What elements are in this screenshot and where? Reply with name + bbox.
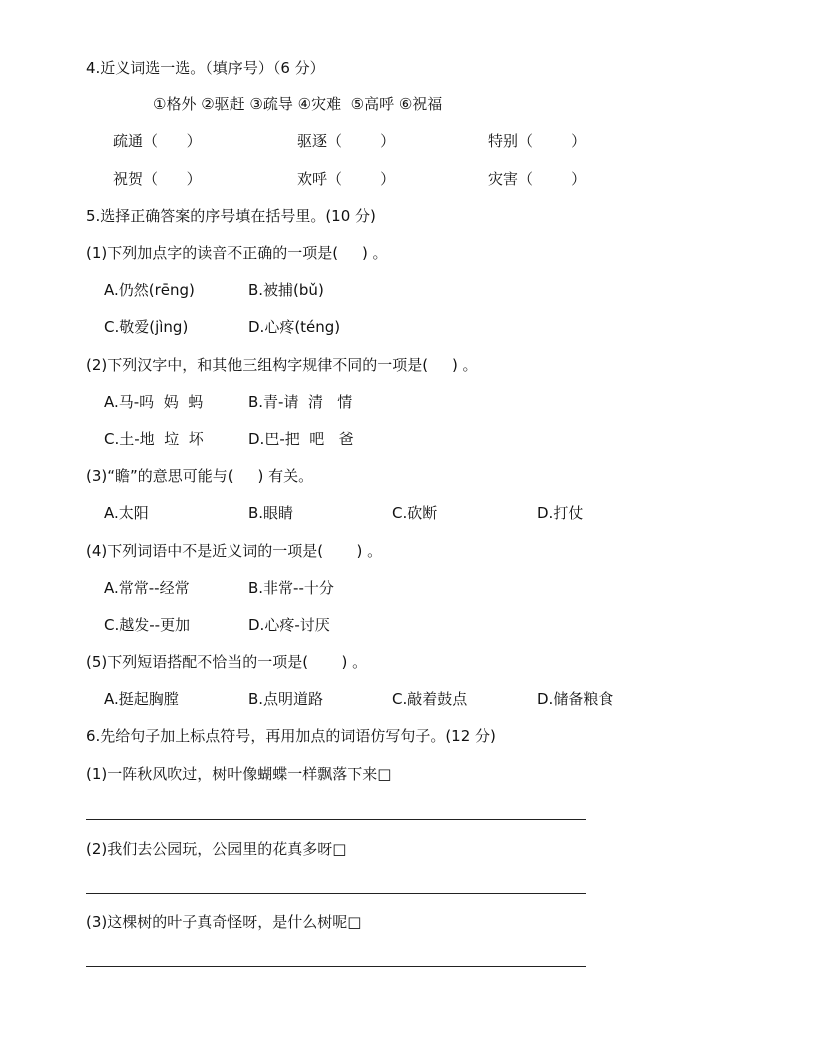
q5-1-choice-a[interactable]: A.仍然(rēng)	[104, 281, 195, 299]
q5-1-choice-c[interactable]: C.敬爱(jìng)	[104, 318, 189, 336]
q5-5-choice-b[interactable]: B.点明道路	[248, 690, 324, 708]
q5-1-choice-d[interactable]: D.心疼(téng)	[248, 318, 341, 336]
q4-blank-4[interactable]: 祝贺（ ）	[113, 170, 202, 188]
q4-blank-1[interactable]: 疏通（ ）	[113, 132, 202, 150]
q6-sentence-2: (2)我们去公园玩，公园里的花真多呀□	[86, 840, 347, 858]
q5-5-stem: (5)下列短语搭配不恰当的一项是( ) 。	[86, 653, 368, 671]
q5-4-choice-c[interactable]: C.越发--更加	[104, 616, 191, 634]
q5-3-choice-c[interactable]: C.砍断	[392, 504, 438, 522]
answer-line-1[interactable]	[86, 819, 586, 820]
q5-4-stem: (4)下列词语中不是近义词的一项是( ) 。	[86, 542, 383, 560]
q5-2-stem: (2)下列汉字中，和其他三组构字规律不同的一项是( ) 。	[86, 356, 478, 374]
q5-4-choice-d[interactable]: D.心疼-讨厌	[248, 616, 330, 634]
q5-2-choice-d[interactable]: D.巴-把 吧 爸	[248, 430, 354, 448]
q5-3-choice-d[interactable]: D.打仗	[537, 504, 584, 522]
q4-blank-3[interactable]: 特别（ ）	[488, 132, 587, 150]
q6-heading: 6.先给句子加上标点符号，再用加点的词语仿写句子。(12 分)	[86, 727, 496, 745]
q5-5-choice-c[interactable]: C.敲着鼓点	[392, 690, 468, 708]
q4-options: ①格外 ②驱赶 ③疏导 ④灾难 ⑤高呼 ⑥祝福	[153, 95, 443, 113]
q5-3-choice-a[interactable]: A.太阳	[104, 504, 149, 522]
q4-blank-5[interactable]: 欢呼（ ）	[297, 170, 396, 188]
q5-2-choice-b[interactable]: B.青-请 清 情	[248, 393, 353, 411]
q6-sentence-1: (1)一阵秋风吹过，树叶像蝴蝶一样飘落下来□	[86, 765, 392, 783]
q4-blank-2[interactable]: 驱逐（ ）	[297, 132, 396, 150]
q5-1-choice-b[interactable]: B.被捕(bǔ)	[248, 281, 324, 299]
q5-5-choice-a[interactable]: A.挺起胸膛	[104, 690, 179, 708]
q6-sentence-3: (3)这棵树的叶子真奇怪呀，是什么树呢□	[86, 913, 362, 931]
q5-heading: 5.选择正确答案的序号填在括号里。(10 分)	[86, 207, 376, 225]
q5-5-choice-d[interactable]: D.储备粮食	[537, 690, 614, 708]
q4-heading: 4.近义词选一选。（填序号）（6 分）	[86, 59, 325, 77]
q5-3-choice-b[interactable]: B.眼睛	[248, 504, 294, 522]
q4-blank-6[interactable]: 灾害（ ）	[488, 170, 587, 188]
q5-4-choice-b[interactable]: B.非常--十分	[248, 579, 334, 597]
q5-1-stem: (1)下列加点字的读音不正确的一项是( ) 。	[86, 244, 388, 262]
answer-line-2[interactable]	[86, 893, 586, 894]
q5-4-choice-a[interactable]: A.常常--经常	[104, 579, 190, 597]
q5-3-stem: (3)“瞻”的意思可能与( ) 有关。	[86, 467, 314, 485]
q5-2-choice-a[interactable]: A.马-吗 妈 蚂	[104, 393, 204, 411]
q5-2-choice-c[interactable]: C.土-地 垃 坏	[104, 430, 204, 448]
answer-line-3[interactable]	[86, 966, 586, 967]
